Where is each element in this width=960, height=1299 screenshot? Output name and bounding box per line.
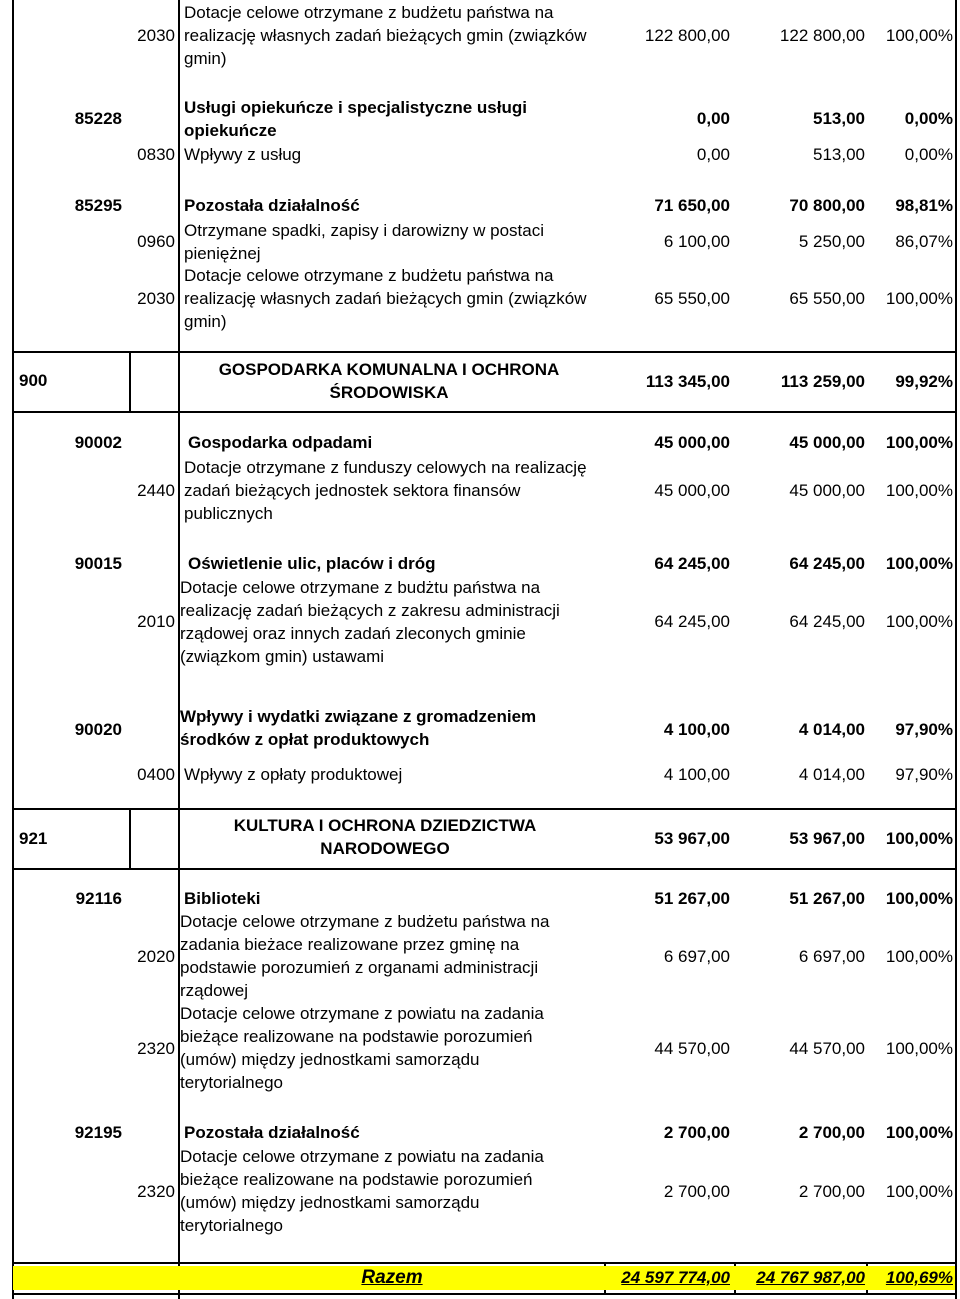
row-description: Pozostała działalność <box>184 1123 360 1142</box>
execution-value: 4 014,00 <box>798 720 865 739</box>
classification-code: 0400 <box>137 765 175 784</box>
row-description: Dotacje celowe otrzymane z budżetu państwa na zadania bieżace realizowane przez gminę na podstawie porozumień z organami administracji rządowej <box>180 912 550 1000</box>
row-description: Dotacje otrzymane z funduszy celowych na realizację zadań bieżących jednostek sektora finansów publicznych <box>184 458 587 523</box>
percent-value: 98,81% <box>895 196 953 215</box>
classification-code: 0960 <box>137 232 175 251</box>
execution-value: 513,00 <box>813 109 865 128</box>
percent-value: 100,00% <box>885 889 953 908</box>
execution-value: 2 700,00 <box>798 1182 865 1201</box>
percent-value: 100,00% <box>885 1123 953 1142</box>
execution-value: 4 014,00 <box>798 765 865 784</box>
classification-code: 2010 <box>137 612 175 631</box>
total-plan-value: 24 597 774,00 <box>621 1268 730 1287</box>
table-border-right <box>955 0 957 1299</box>
classification-code: 2030 <box>137 289 175 308</box>
percent-value: 86,07% <box>895 232 953 251</box>
execution-value: 6 697,00 <box>798 947 865 966</box>
percent-value: 100,00% <box>885 289 953 308</box>
classification-code: 2320 <box>137 1182 175 1201</box>
execution-value: 65 550,00 <box>789 289 865 308</box>
row-description: Wpływy i wydatki związane z gromadzeniem środków z opłat produktowych <box>180 707 537 749</box>
plan-value: 4 100,00 <box>663 720 730 739</box>
section-line-900-bottom <box>12 411 957 413</box>
chapter-code: 90020 <box>74 720 122 739</box>
row-description: Dotacje celowe otrzymane z budżetu państwa na realizację własnych zadań bieżących gmin (związków gmin) <box>184 266 587 331</box>
plan-value: 113 345,00 <box>645 372 730 391</box>
section-code: 900 <box>19 371 48 390</box>
row-description: Oświetlenie ulic, placów i dróg <box>188 554 436 573</box>
chapter-code: 92195 <box>74 1123 122 1142</box>
chapter-code: 85295 <box>74 196 122 215</box>
plan-value: 64 245,00 <box>654 554 730 573</box>
percent-value: 97,90% <box>895 720 953 739</box>
plan-value: 71 650,00 <box>654 196 730 215</box>
plan-value: 51 267,00 <box>654 889 730 908</box>
row-description: Wpływy z usług <box>184 145 302 164</box>
execution-value: 51 267,00 <box>789 889 865 908</box>
percent-value: 100,00% <box>885 1039 953 1058</box>
section-title: KULTURA I OCHRONA DZIEDZICTWA NARODOWEGO <box>233 816 537 858</box>
execution-value: 122 800,00 <box>779 26 865 45</box>
execution-value: 70 800,00 <box>789 196 865 215</box>
execution-value: 513,00 <box>813 145 865 164</box>
column-divider-section-2 <box>129 809 131 869</box>
percent-value: 0,00% <box>904 109 953 128</box>
execution-value: 44 570,00 <box>789 1039 865 1058</box>
plan-value: 2 700,00 <box>663 1182 730 1201</box>
percent-value: 100,00% <box>885 554 953 573</box>
row-description: Dotacje celowe otrzymane z budżetu państwa na realizację własnych zadań bieżących gmin (związków gmin) <box>184 3 587 68</box>
percent-value: 100,00% <box>885 612 953 631</box>
plan-value: 122 800,00 <box>644 26 730 45</box>
total-line-top <box>12 1262 957 1264</box>
table-border-left <box>12 0 14 1299</box>
classification-code: 0830 <box>137 145 175 164</box>
percent-value: 0,00% <box>904 145 953 164</box>
percent-value: 100,00% <box>885 829 953 848</box>
row-description: Dotacje celowe otrzymane z powiatu na zadania bieżące realizowane na podstawie porozumień (umów) między jednostkami samorządu terytorialnego <box>180 1147 544 1235</box>
plan-value: 44 570,00 <box>654 1039 730 1058</box>
row-description: Pozostała działalność <box>184 196 360 215</box>
execution-value: 53 967,00 <box>789 829 865 848</box>
execution-value: 45 000,00 <box>789 433 865 452</box>
plan-value: 45 000,00 <box>654 481 730 500</box>
classification-code: 2320 <box>137 1039 175 1058</box>
row-description: Biblioteki <box>184 889 261 908</box>
total-line-bottom <box>12 1293 957 1295</box>
column-divider-section <box>129 352 131 412</box>
row-description: Otrzymane spadki, zapisy i darowizny w postaci pieniężnej <box>184 221 544 263</box>
percent-value: 100,00% <box>885 433 953 452</box>
percent-value: 100,00% <box>885 481 953 500</box>
plan-value: 53 967,00 <box>654 829 730 848</box>
execution-value: 64 245,00 <box>789 612 865 631</box>
row-description: Dotacje celowe otrzymane z budżtu państwa na realizację zadań bieżących z zakresu administracji rządowej oraz innych zadań zleconych gminie (związkom gmin) ustawami <box>180 578 560 666</box>
percent-value: 100,00% <box>885 947 953 966</box>
plan-value: 45 000,00 <box>654 433 730 452</box>
total-execution-value: 24 767 987,00 <box>756 1268 865 1287</box>
total-label: Razem <box>361 1267 423 1288</box>
chapter-code: 85228 <box>74 109 122 128</box>
classification-code: 2030 <box>137 26 175 45</box>
row-description: Gospodarka odpadami <box>188 433 373 452</box>
execution-value: 45 000,00 <box>789 481 865 500</box>
execution-value: 5 250,00 <box>798 232 865 251</box>
plan-value: 2 700,00 <box>663 1123 730 1142</box>
plan-value: 0,00 <box>696 109 730 128</box>
section-line-900-top <box>12 351 957 353</box>
plan-value: 6 100,00 <box>663 232 730 251</box>
execution-value: 2 700,00 <box>798 1123 865 1142</box>
plan-value: 6 697,00 <box>663 947 730 966</box>
percent-value: 100,00% <box>885 1182 953 1201</box>
classification-code: 2020 <box>137 947 175 966</box>
plan-value: 64 245,00 <box>654 612 730 631</box>
chapter-code: 92116 <box>75 889 122 908</box>
row-description: Usługi opiekuńcze i specjalistyczne usługi opiekuńcze <box>184 98 527 140</box>
percent-value: 100,00% <box>885 26 953 45</box>
execution-value: 64 245,00 <box>789 554 865 573</box>
section-code: 921 <box>19 829 48 848</box>
execution-value: 113 259,00 <box>780 372 865 391</box>
percent-value: 97,90% <box>895 765 953 784</box>
plan-value: 65 550,00 <box>654 289 730 308</box>
chapter-code: 90002 <box>74 433 122 452</box>
section-title: GOSPODARKA KOMUNALNA I OCHRONA ŚRODOWISKA <box>218 360 560 402</box>
classification-code: 2440 <box>137 481 175 500</box>
row-description: Dotacje celowe otrzymane z powiatu na zadania bieżące realizowane na podstawie porozumień (umów) między jednostkami samorządu terytorialnego <box>180 1004 544 1092</box>
total-percent-value: 100,69% <box>885 1268 953 1287</box>
row-description: Wpływy z opłaty produktowej <box>184 765 403 784</box>
percent-value: 99,92% <box>895 372 953 391</box>
section-line-921-bottom <box>12 868 957 870</box>
section-line-921-top <box>12 808 957 810</box>
plan-value: 4 100,00 <box>663 765 730 784</box>
chapter-code: 90015 <box>74 554 122 573</box>
plan-value: 0,00 <box>696 145 730 164</box>
